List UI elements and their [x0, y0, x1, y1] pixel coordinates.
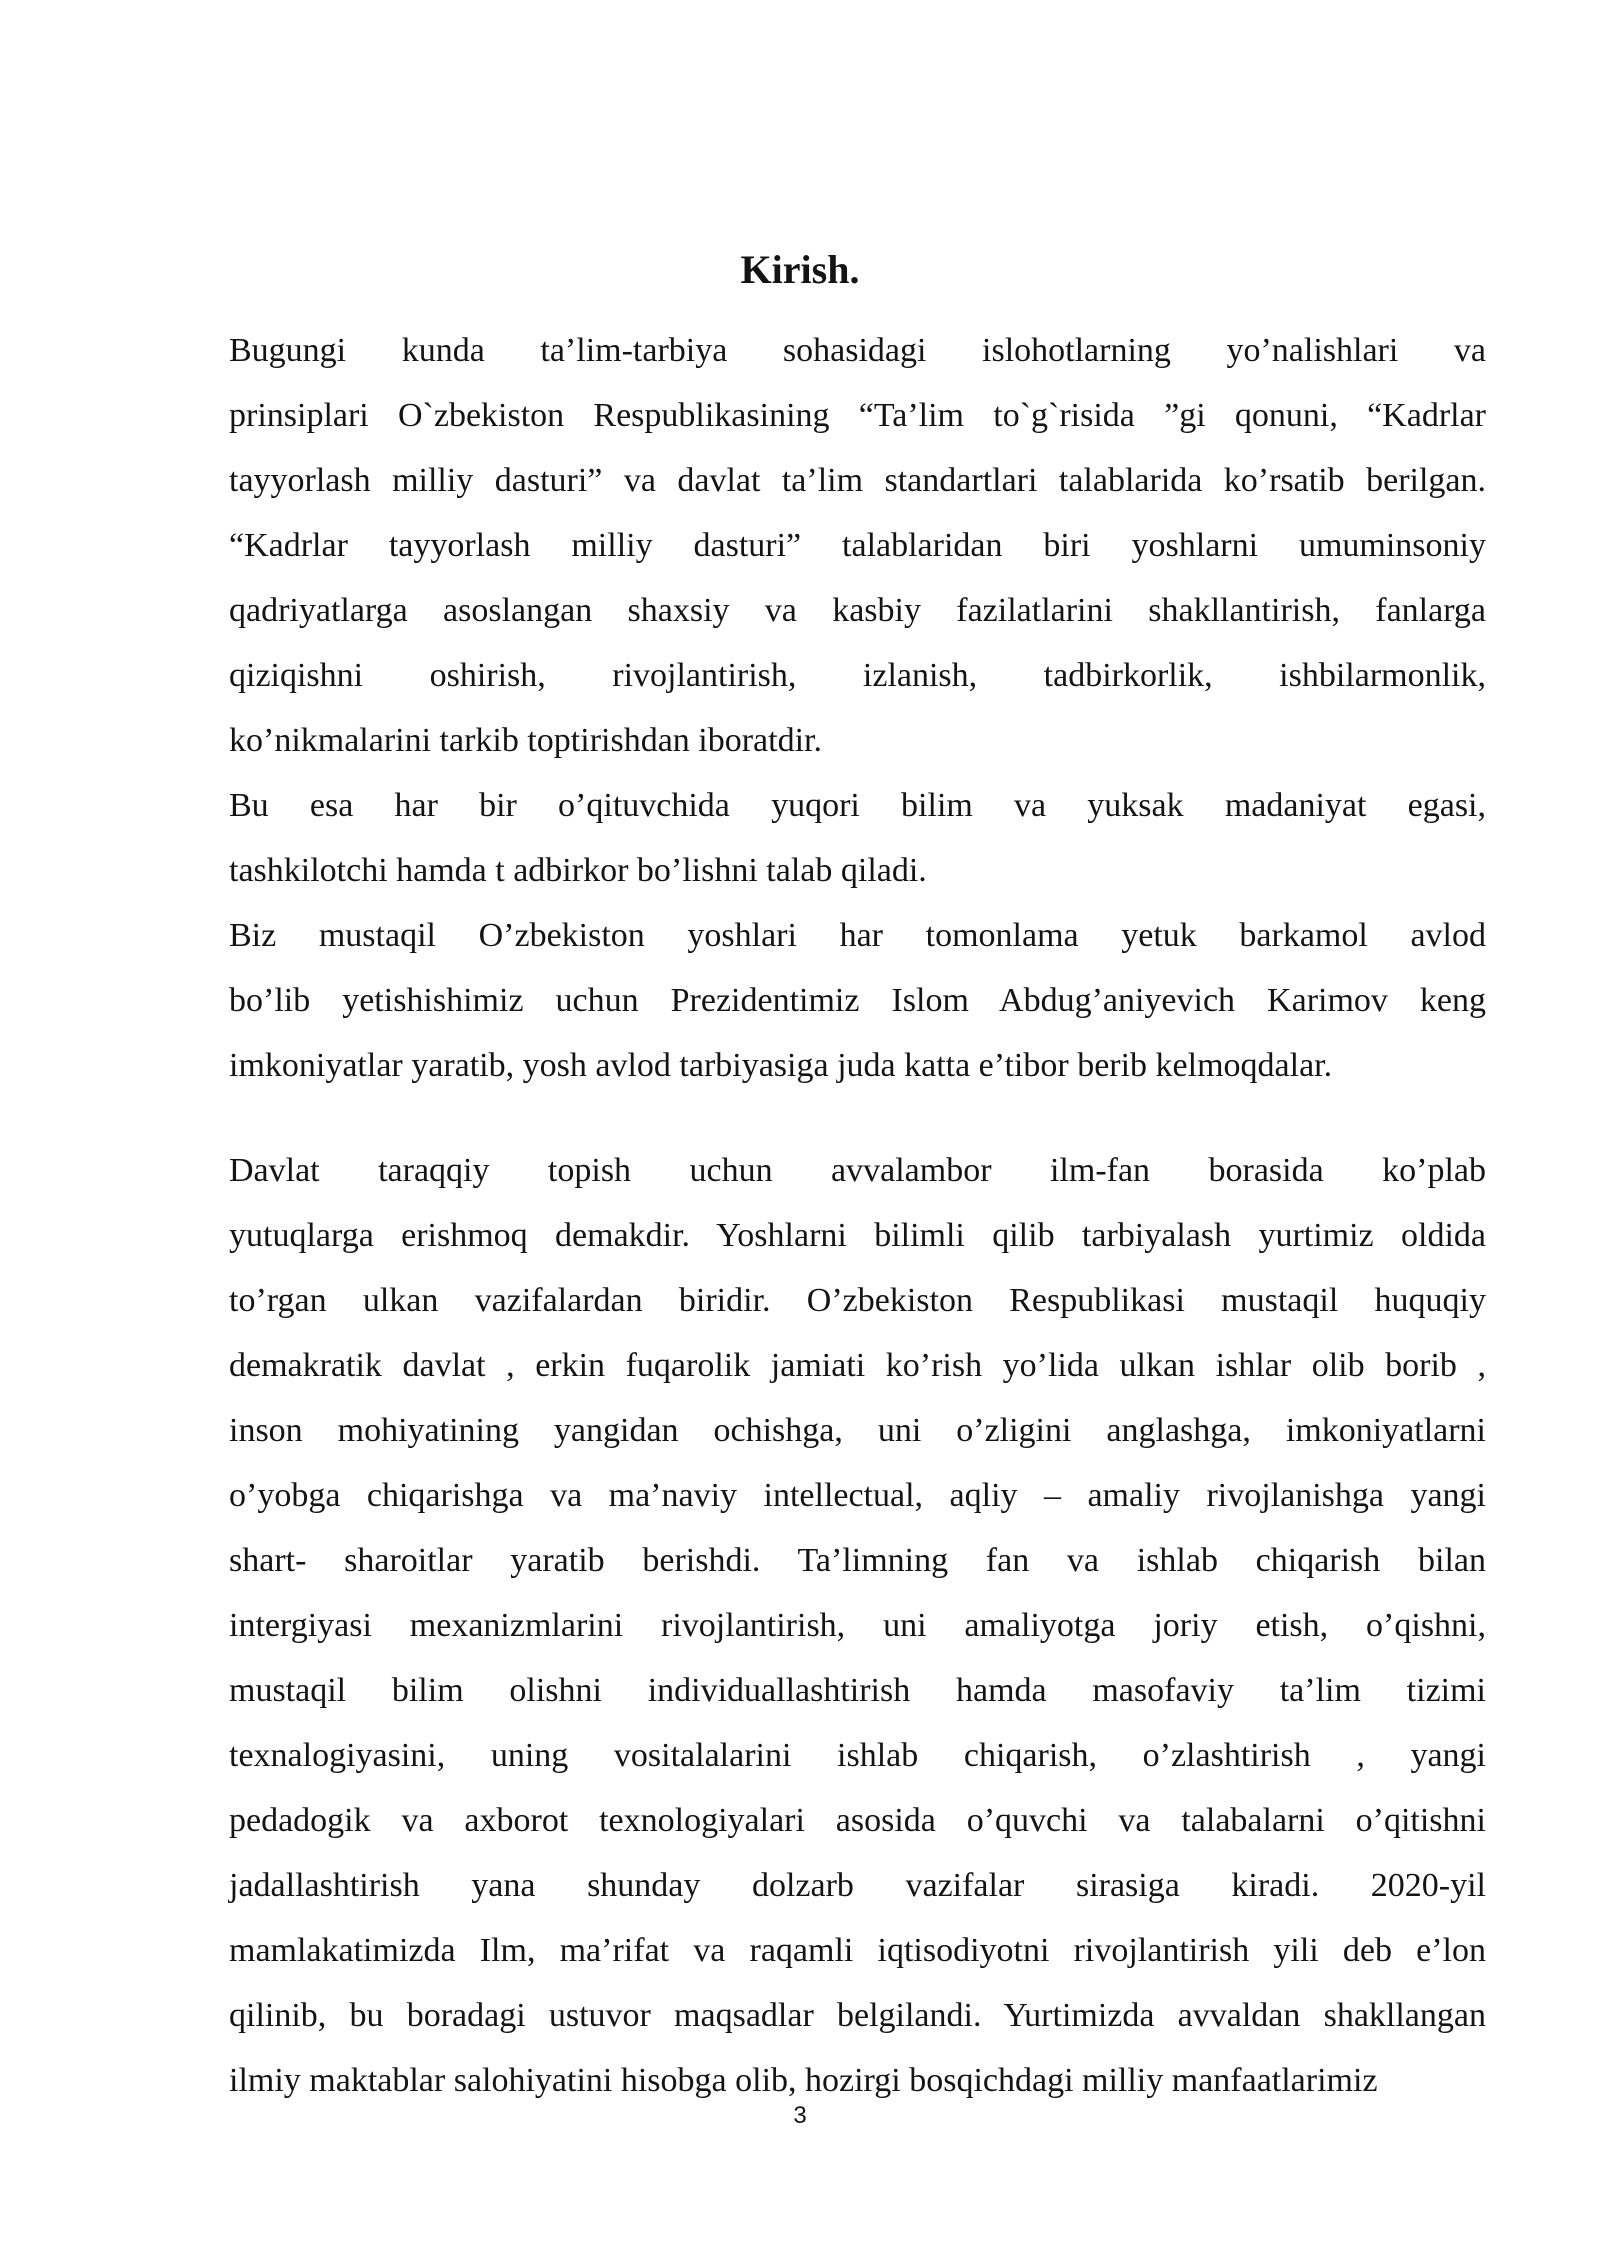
text-line: intergiyasi mexanizmlarini rivojlantirish, uni amaliyotga joriy etish, o’qishni,: [229, 1607, 1486, 1644]
text-line: mamlakatimizda Ilm, ma’rifat va raqamli iqtisodiyotni rivojlantirish yili deb e’lon: [229, 1932, 1486, 1969]
text-line: bo’lib yetishishimiz uchun Prezidentimiz Islom Abdug’aniyevich Karimov keng: [229, 982, 1486, 1019]
text-line: ko’nikmalarini tarkib toptirishdan iboratdir.: [229, 722, 822, 759]
text-line: inson mohiyatining yangidan ochishga, uni o’zligini anglashga, imkoniyatlarni: [229, 1412, 1486, 1449]
text-line: ilmiy maktablar salohiyatini hisobga olib, hozirgi bosqichdagi milliy manfaatlarimiz: [229, 2062, 1378, 2099]
text-line: texnalogiyasini, uning vositalalarini ishlab chiqarish, o’zlashtirish , yangi: [229, 1737, 1486, 1774]
text-line: prinsiplari O`zbekiston Respublikasining “Ta’lim to`g`risida ”gi qonuni, “Kadrlar: [229, 397, 1486, 434]
page-title: Kirish.: [740, 247, 860, 292]
paragraph: [229, 318, 1486, 773]
text-line: qadriyatlarga asoslangan shaxsiy va kasbiy fazilatlarini shakllantirish, fanlarga: [229, 592, 1486, 629]
text-line: qilinib, bu boradagi ustuvor maqsadlar belgilandi. Yurtimizda avvaldan shakllangan: [229, 1997, 1486, 2034]
text-line: tayyorlash milliy dasturi” va davlat ta’lim standartlari talablarida ko’rsatib berilgan.: [229, 462, 1486, 499]
text-line: yutuqlarga erishmoq demakdir. Yoshlarni bilimli qilib tarbiyalash yurtimiz oldida: [229, 1217, 1486, 1254]
paragraph-gap: [229, 1098, 1486, 1138]
text-line: Davlat taraqqiy topish uchun avvalambor ilm-fan borasida ko’plab: [229, 1152, 1486, 1189]
text-line: qiziqishni oshirish, rivojlantirish, izlanish, tadbirkorlik, ishbilarmonlik,: [229, 657, 1486, 694]
paragraph: [229, 1138, 1486, 2113]
text-line: to’rgan ulkan vazifalardan biridir. O’zbekiston Respublikasi mustaqil huquqiy: [229, 1282, 1486, 1319]
text-line: Bu esa har bir o’qituvchida yuqori bilim va yuksak madaniyat egasi,: [229, 787, 1486, 824]
text-line: Biz mustaqil O’zbekiston yoshlari har tomonlama yetuk barkamol avlod: [229, 917, 1486, 954]
paragraph: [229, 773, 1486, 903]
text-line: imkoniyatlar yaratib, yosh avlod tarbiyasiga juda katta e’tibor berib kelmoqdalar.: [229, 1047, 1333, 1084]
text-line: pedadogik va axborot texnologiyalari asosida o’quvchi va talabalarni o’qitishni: [229, 1802, 1486, 1839]
page-number: 3: [793, 2102, 807, 2129]
text-line: o’yobga chiqarishga va ma’naviy intellectual, aqliy – amaliy rivojlanishga yangi: [229, 1477, 1486, 1514]
text-line: mustaqil bilim olishni individuallashtirish hamda masofaviy ta’lim tizimi: [229, 1672, 1486, 1709]
text-line: tashkilotchi hamda t adbirkor bo’lishni talab qiladi.: [229, 852, 927, 889]
text-line: “Kadrlar tayyorlash milliy dasturi” talablaridan biri yoshlarni umuminsoniy: [229, 527, 1486, 564]
text-line: demakratik davlat , erkin fuqarolik jamiati ko’rish yo’lida ulkan ishlar olib borib ,: [229, 1347, 1486, 1384]
text-line: jadallashtirish yana shunday dolzarb vazifalar sirasiga kiradi. 2020-yil: [229, 1867, 1486, 1904]
text-line: shart- sharoitlar yaratib berishdi. Ta’limning fan va ishlab chiqarish bilan: [229, 1542, 1486, 1579]
document-body: [229, 318, 1486, 2113]
text-line: Bugungi kunda ta’lim-tarbiya sohasidagi islohotlarning yo’nalishlari va: [229, 332, 1486, 369]
paragraph: [229, 903, 1486, 1098]
